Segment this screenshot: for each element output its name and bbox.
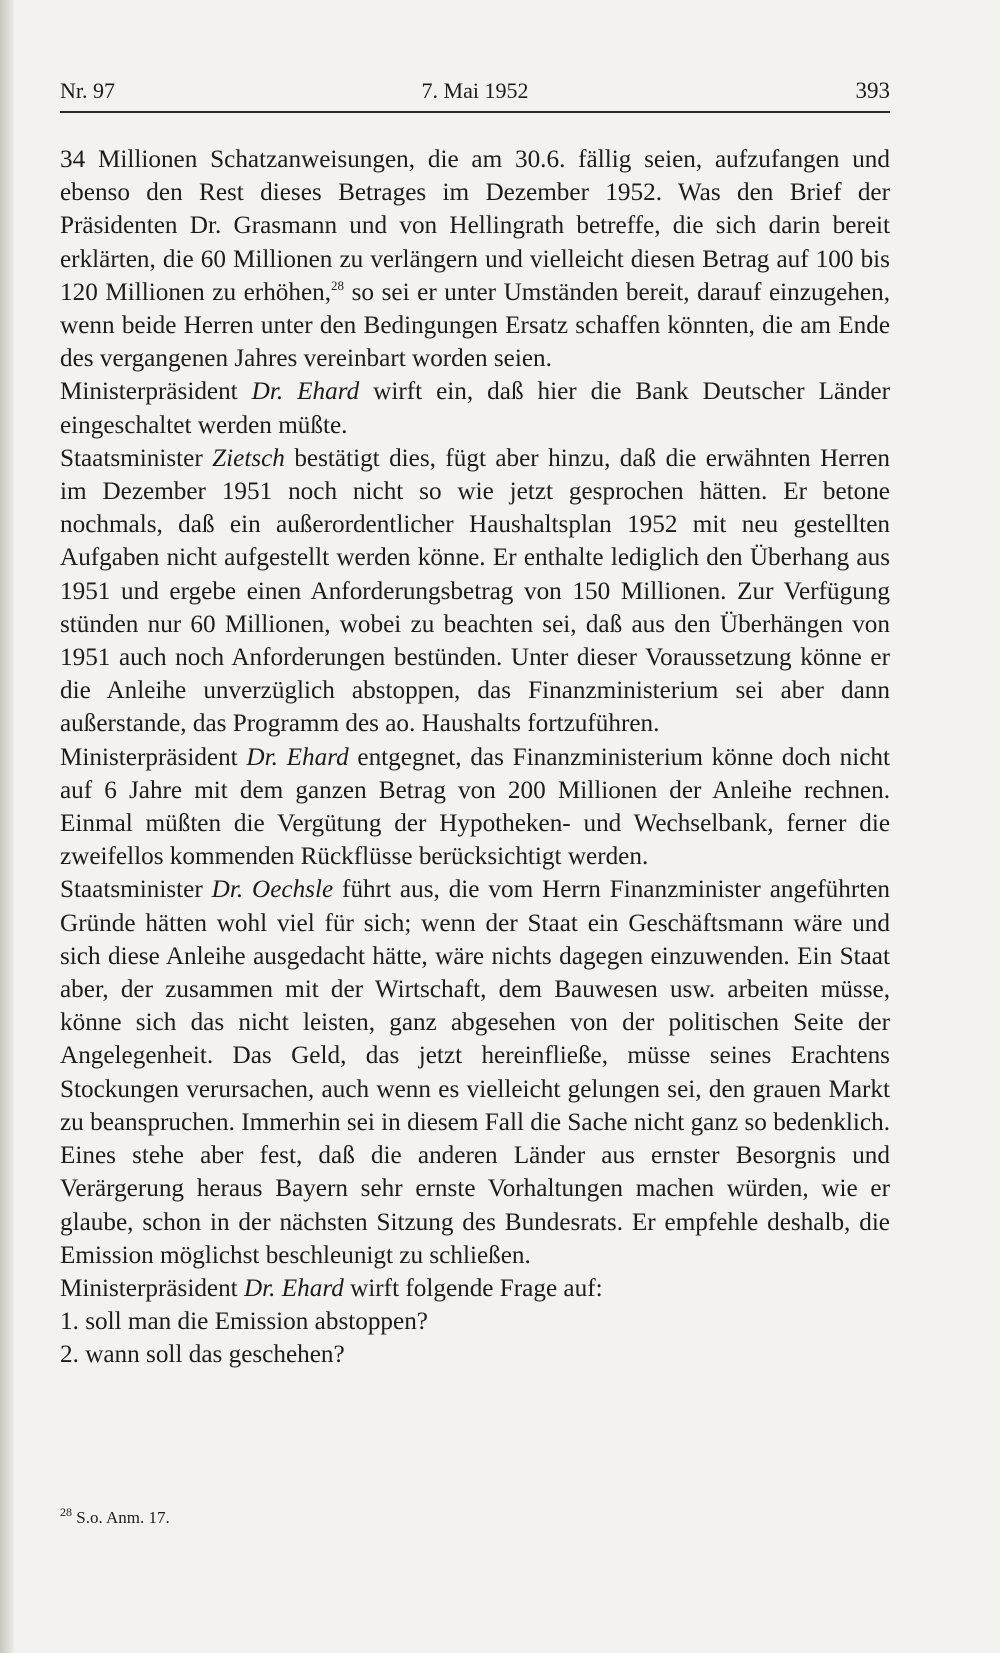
document-date: 7. Mai 1952: [421, 78, 529, 103]
footnote-text: S.o. Anm. 17.: [76, 1508, 170, 1527]
speaker-name: Dr. Ehard: [251, 378, 360, 406]
paragraph-1: 34 Millionen Schatzanweisungen, die am 30.6. fällig seien, aufzufangen und ebenso den Rest dieses Betrages im Dezember 1952. Was den Brief der Präsidenten Dr. Grasmann und von Hellingrath betreffe, die sich darin bereit erklärten, die 60 Millionen zu verlängern und vielleicht diesen Betrag auf 100 bis 120 Millionen zu erhöhen,$^{28}$ so sei er unter Umständen bereit, darauf einzugehen, wenn beide Herren unter den Bedingungen Ersatz schaffen könnten, die am Ende des vergangenen Jahres vereinbart worden seien.: [60, 146, 890, 373]
footnote-number: 28: [60, 1505, 72, 1519]
footnote-reference: 28: [331, 277, 345, 293]
question-1: 1. soll man die Emission abstoppen?: [60, 1308, 428, 1336]
document-number: Nr. 97: [60, 78, 115, 103]
paragraph-6: Ministerpräsident Dr. Ehard wirft folgende Frage auf:: [60, 1274, 603, 1302]
speaker-name: Dr. Oechsle: [211, 876, 334, 904]
paragraph-5: Staatsminister Dr. Oechsle führt aus, die vom Herrn Finanzminister angeführten Gründe hätten wohl viel für sich; wenn der Staat ein Geschäftsmann wäre und sich diese Anleihe ausgedacht hätte, wäre nichts dagegen einzuwenden. Ein Staat aber, der zusammen mit der Wirtschaft, dem Bauwesen usw. arbeiten müsse, könne sich das nicht leisten, ganz abgesehen von der politischen Seite der Angelegenheit. Das Geld, das jetzt hereinfließe, müsse seines Erachtens Stockungen verursachen, auch wenn es vielleicht gelungen sei, den grauen Markt zu beanspruchen. Immerhin sei in diesem Fall die Sache nicht ganz so bedenklich. Eines stehe aber fest, daß die anderen Länder aus ernster Besorgnis und Verärgerung heraus Bayern sehr ernste Vorhaltungen machen würden, wie er glaube, schon in der nächsten Sitzung des Bundesrats. Er empfehle deshalb, die Emission möglichst beschleunigt zu schließen.: [60, 876, 890, 1269]
running-header: [60, 78, 890, 110]
paragraph-4: Ministerpräsident Dr. Ehard entgegnet, das Finanzministerium könne doch nicht auf 6 Jahre mit dem ganzen Betrag von 200 Millionen der Anleihe rechnen. Einmal müßten die Vergütung der Hypotheken- und Wechselbank, ferner die zweifellos kommenden Rückflüsse berücksichtigt werden.: [60, 743, 890, 871]
header-rule: [60, 111, 890, 113]
paragraph-3: Staatsminister Zietsch bestätigt dies, fügt aber hinzu, daß die erwähnten Herren im Dezember 1951 noch nicht so wie jetzt gesprochen hätten. Er betone nochmals, daß ein außerordentlicher Haushaltsplan 1952 mit neu gestellten Aufgaben nicht aufgestellt werden könne. Er enthalte lediglich den Überhang aus 1951 und ergebe einen Anforderungsbetrag von 150 Millionen. Zur Verfügung stünden nur 60 Millionen, wobei zu beachten sei, daß aus den Überhängen von 1951 auch noch Anforderungen bestünden. Unter dieser Voraussetzung könne er die Anleihe unverzüglich abstoppen, das Finanzministerium sei aber dann außerstande, das Programm des ao. Haushalts fortzuführen.: [60, 444, 890, 738]
speaker-name: Zietsch: [212, 444, 285, 472]
page-edge: [0, 0, 14, 1653]
page-number: 393: [855, 78, 890, 103]
body-text: [60, 143, 890, 1372]
speaker-name: Dr. Ehard: [243, 1274, 344, 1302]
speaker-name: Dr. Ehard: [246, 743, 349, 771]
paragraph-2: Ministerpräsident Dr. Ehard wirft ein, daß hier die Bank Deutscher Länder eingeschaltet werden müßte.: [60, 378, 890, 439]
footnote: [60, 1505, 890, 1528]
question-2: 2. wann soll das geschehen?: [60, 1341, 345, 1369]
